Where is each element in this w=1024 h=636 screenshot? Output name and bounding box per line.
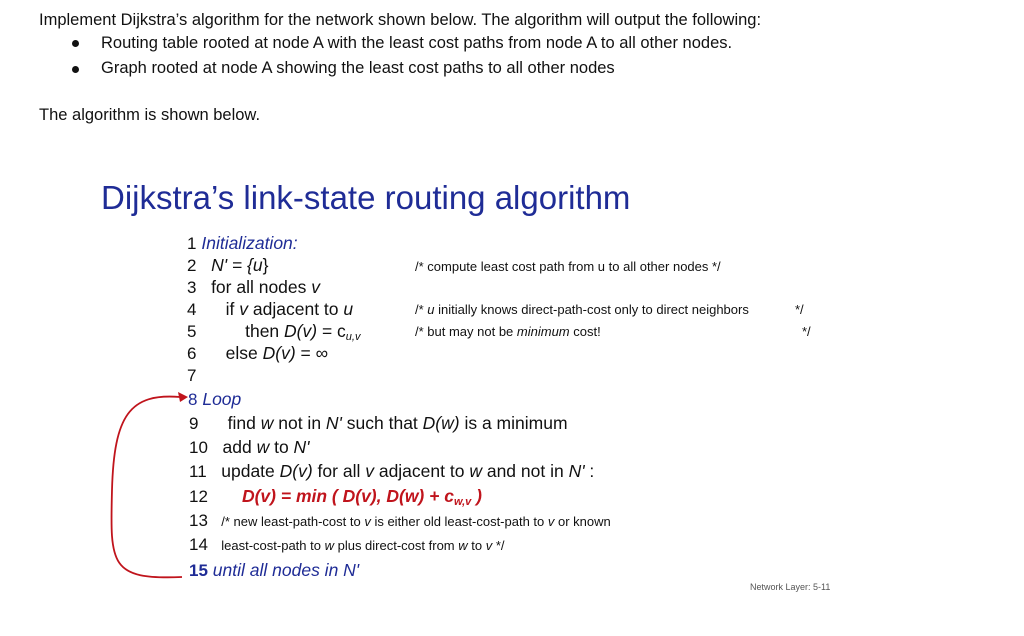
intro-text: Implement Dijkstra’s algorithm for the network shown below. The algorithm will output the following: [39,11,762,29]
slide-footer: Network Layer: 5-11 [750,582,831,592]
code-comment: /* but may not be minimum cost! [415,324,601,339]
bullet-item: Graph rooted at node A showing the least cost paths to all other nodes [101,59,615,77]
code-line-8: 8 Loop [188,389,242,409]
loop-arrow-icon [100,385,195,585]
code-line-12: 12 D(v) = min ( D(v), $D(w) + c_{w,v}$ ) [189,486,482,508]
code-line-7: 7 [187,366,197,385]
code-line-15: 15 until all nodes in N' [189,560,360,580]
code-line-5: 5 then $D(v) = c_{u,v}$ [187,321,361,343]
code-line-10: 10 add w to N' [189,437,310,457]
code-line-11: 11 update D(v) for all v adjacent to w and not in N' : [189,461,595,481]
code-comment: /* u initially knows direct-path-cost only to direct neighbors [415,302,749,317]
code-line-4: 4 if v adjacent to u [187,299,354,319]
code-line-9: 9 find w not in N' such that D(w) is a minimum [189,413,568,433]
bullet-item: Routing table rooted at node A with the least cost paths from node A to all other nodes. [101,34,733,52]
code-line-13: 13 /* new least-path-cost to v is either old least-cost-path to v or known [189,511,611,530]
bullet-icon [72,66,79,73]
code-line-3: 3 for all nodes v [187,277,321,297]
code-comment: /* compute least cost path from u to all other nodes */ [415,259,721,274]
code-line-1: 1 Initialization: [187,233,298,253]
intro-text: The algorithm is shown below. [39,106,261,124]
code-line-14: 14 least-cost-path to w plus direct-cost from w to v */ [189,535,505,554]
bullet-icon [72,40,79,47]
slide-title: Dijkstra’s link-state routing algorithm [101,179,631,216]
comment-end: */ [795,302,804,317]
comment-end: */ [802,324,811,339]
code-line-6: 6 else D(v) = ∞ [187,343,329,363]
code-line-2: 2 N' = {u} [187,255,269,275]
